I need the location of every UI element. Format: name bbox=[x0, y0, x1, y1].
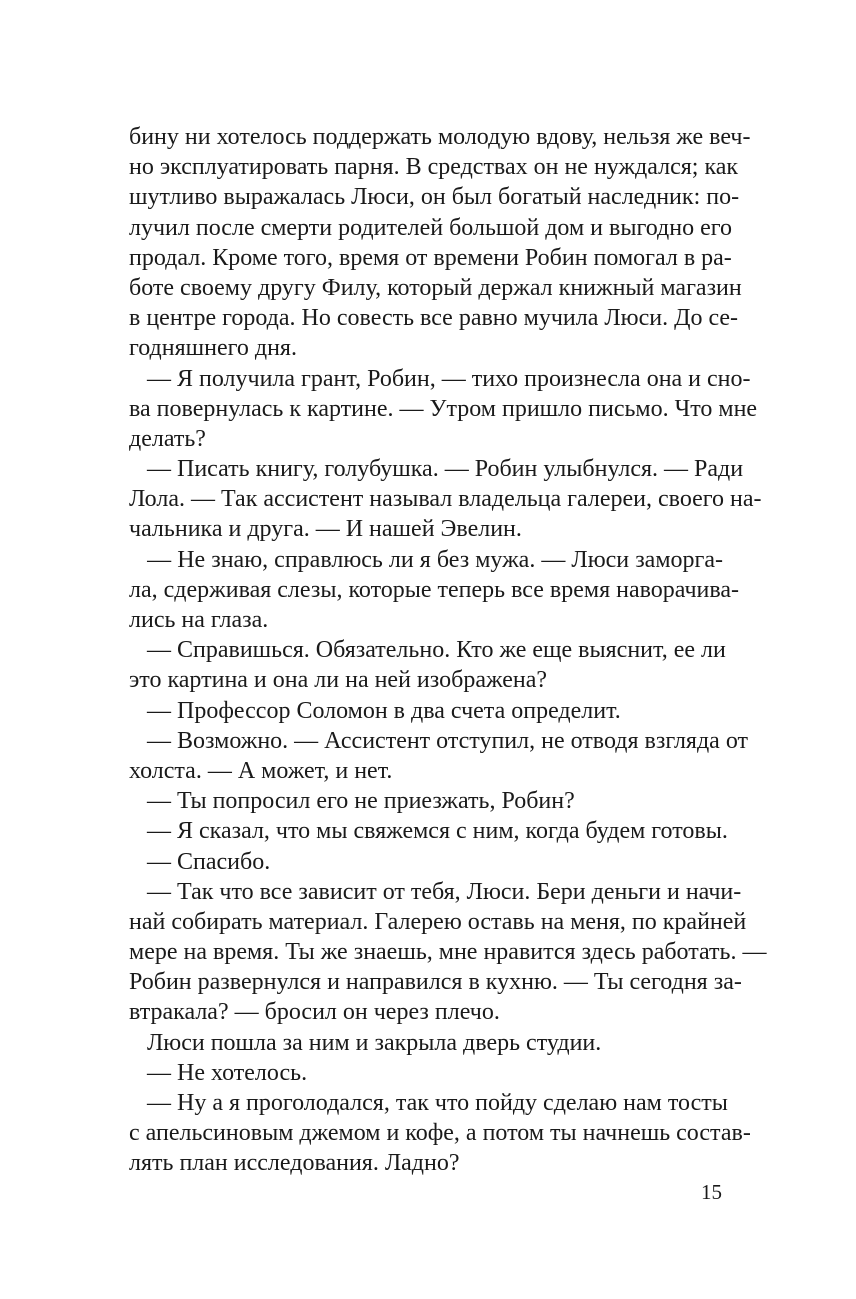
text-line: — Я сказал, что мы свяжемся с ним, когда будем готовы. bbox=[129, 818, 728, 845]
text-line: — Не знаю, справлюсь ли я без мужа. — Люси заморга- bbox=[129, 546, 723, 573]
text-line: Робин развернулся и направился в кухню. — Ты сегодня за- bbox=[129, 969, 742, 996]
text-line: — Справишься. Обязательно. Кто же еще выяснит, ее ли bbox=[129, 637, 726, 664]
page-number: 15 bbox=[701, 1180, 722, 1204]
text-line: ва повернулась к картине. — Утром пришло письмо. Что мне bbox=[129, 395, 758, 422]
text-line: чальника и друга. — И нашей Эвелин. bbox=[129, 516, 522, 543]
text-line: делать? bbox=[129, 425, 206, 452]
text-line: — Не хотелось. bbox=[129, 1059, 308, 1086]
text-line: годняшнего дня. bbox=[129, 335, 297, 362]
text-line: — Спасибо. bbox=[129, 848, 271, 875]
text-line: Лола. — Так ассистент называл владельца галереи, своего на- bbox=[129, 486, 762, 513]
text-line: но эксплуатировать парня. В средствах он не нуждался; как bbox=[129, 154, 739, 181]
text-line: бину ни хотелось поддержать молодую вдову, нельзя же веч- bbox=[129, 124, 751, 150]
text-line: — Ты попросил его не приезжать, Робин? bbox=[129, 788, 575, 815]
text-line: боте своему другу Филу, который держал книжный магазин bbox=[129, 274, 742, 301]
text-line: с апельсиновым джемом и кофе, а потом ты начнешь состав- bbox=[129, 1120, 751, 1147]
text-line: ла, сдерживая слезы, которые теперь все время наворачива- bbox=[129, 576, 740, 603]
text-line: мере на время. Ты же знаешь, мне нравится здесь работать. — bbox=[129, 939, 767, 966]
text-line: — Профессор Соломон в два счета определит. bbox=[129, 697, 621, 724]
text-line: — Ну а я проголодался, так что пойду сделаю нам тосты bbox=[129, 1090, 728, 1116]
text-line: в центре города. Но совесть все равно мучила Люси. До се- bbox=[129, 305, 739, 332]
text-line: это картина и она ли на ней изображена? bbox=[129, 667, 548, 694]
text-line: — Возможно. — Ассистент отступил, не отводя взгляда от bbox=[129, 727, 749, 754]
text-line: Люси пошла за ним и закрыла дверь студии. bbox=[129, 1029, 602, 1056]
text-line: — Так что все зависит от тебя, Люси. Бери деньги и начи- bbox=[129, 878, 742, 905]
text-line: лучил после смерти родителей большой дом и выгодно его bbox=[129, 214, 732, 241]
text-line: най собирать материал. Галерею оставь на меня, по крайней bbox=[129, 908, 747, 935]
page-body bbox=[129, 122, 767, 1179]
text-line: продал. Кроме того, время от времени Робин помогал в ра- bbox=[129, 244, 732, 271]
text-line: — Я получила грант, Робин, — тихо произнесла она и сно- bbox=[129, 365, 751, 392]
text-line: холста. — А может, и нет. bbox=[129, 757, 393, 784]
text-line: лять план исследования. Ладно? bbox=[129, 1150, 460, 1177]
text-line: шутливо выражалась Люси, он был богатый наследник: по- bbox=[129, 184, 740, 211]
text-line: втракала? — бросил он через плечо. bbox=[129, 999, 500, 1026]
text-line: — Писать книгу, голубушка. — Робин улыбнулся. — Ради bbox=[129, 456, 744, 483]
text-line: лись на глаза. bbox=[129, 607, 269, 633]
